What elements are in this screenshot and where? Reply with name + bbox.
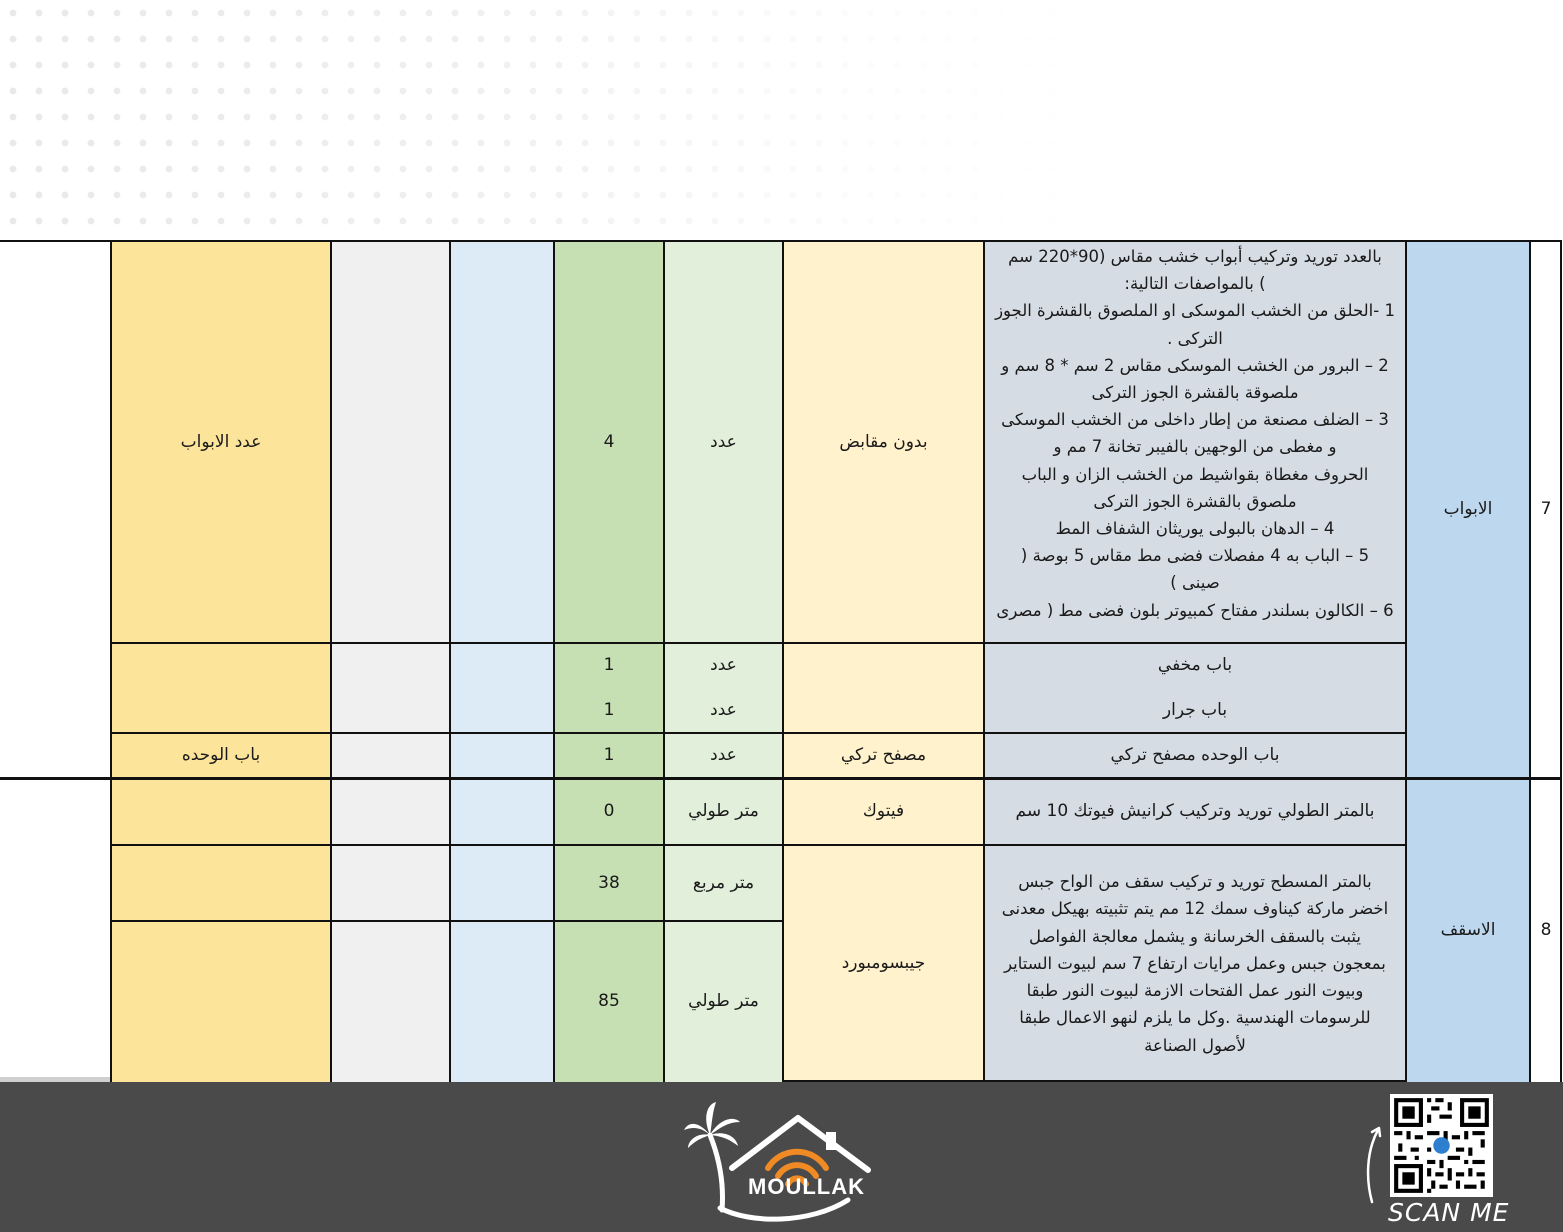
category-text: الاسقف <box>1440 919 1496 940</box>
unit-gypsum-linear <box>664 921 783 1082</box>
empty-cell-d <box>331 733 450 778</box>
empty-cell-d <box>331 921 450 1082</box>
row-number-doors <box>1530 241 1562 778</box>
category-text: الابواب <box>1443 499 1493 520</box>
grid-line <box>110 642 1407 644</box>
grid-line <box>110 732 1407 734</box>
description-line: ) بالمواصفات التالية: <box>1124 274 1266 294</box>
description-lines <box>987 243 1403 624</box>
description-cornice <box>984 778 1406 845</box>
unit-unit-door <box>664 733 783 778</box>
empty-cell-d <box>331 845 450 921</box>
description-line: بمعجون جبس وعمل مرايات ارتفاع 7 سم لبيوت الستاير <box>1004 953 1386 973</box>
description-line: و مغطى من الوجهين بالفيبر تخانة 7 مم و <box>1053 437 1337 457</box>
description-line: لأصول الصناعة <box>1144 1035 1246 1055</box>
description-line: 4 – الدهان بالبولى يوريثان الشفاف المط <box>1055 519 1335 539</box>
quantity-text: 38 <box>598 872 620 893</box>
spec-text: جيبسومبورد <box>841 953 926 974</box>
spec-unit-door <box>783 733 984 778</box>
quantity-text: 1 <box>603 700 615 721</box>
empty-cell-e <box>450 921 554 1082</box>
unit-text: عدد <box>710 700 737 721</box>
spec-hidden-sliding <box>783 643 984 733</box>
empty-cell-c <box>111 845 331 921</box>
quantity-cornice <box>554 778 664 845</box>
description-line: بالعدد توريد وتركيب أبواب خشب مقاس (90*220 سم <box>1008 247 1382 266</box>
description-text: باب جرار <box>1162 700 1228 721</box>
empty-cell-c <box>111 921 331 1082</box>
unit-text: متر طولي <box>688 991 759 1012</box>
note-doors-main <box>111 241 331 643</box>
note-text: عدد الابواب <box>180 431 262 452</box>
spec-doors-main <box>783 241 984 643</box>
description-line: 1 -الحلق من الخشب الموسكى او الملصوق بالقشرة الجوز <box>995 301 1395 321</box>
description-line: الحروف مغطاة بقواشيط من الخشب الزان و الباب <box>1021 464 1369 484</box>
description-text: باب مخفي <box>1157 655 1233 676</box>
scan-me-label: SCAN ME <box>1388 1198 1510 1227</box>
unit-doors-main <box>664 241 783 643</box>
empty-cell-d <box>331 778 450 845</box>
description-text: باب الوحده مصفح تركي <box>1110 745 1280 766</box>
quantity-text: 85 <box>598 991 620 1012</box>
grid-line <box>110 920 784 922</box>
description-hidden-door <box>984 643 1406 688</box>
description-line: 2 – البرور من الخشب الموسكى مقاس 2 سم * 8 سم و <box>1001 355 1389 375</box>
category-ceilings <box>1406 778 1530 1082</box>
description-sliding-door <box>984 688 1406 733</box>
grid-line <box>1405 240 1407 1082</box>
grid-line <box>1560 240 1562 1082</box>
empty-cell-d <box>331 643 450 733</box>
unit-cornice <box>664 778 783 845</box>
note-text: باب الوحده <box>181 745 261 766</box>
unit-text: متر طولي <box>688 801 759 822</box>
spec-text: مصفح تركي <box>840 745 927 766</box>
grid-line <box>782 240 784 1082</box>
grid-line <box>983 240 985 1082</box>
unit-gypsum-sqm <box>664 845 783 921</box>
description-doors-main <box>984 241 1406 643</box>
row-number-text: 7 <box>1540 499 1552 520</box>
spec-text: فيتوك <box>862 801 905 822</box>
note-unit-door <box>111 733 331 778</box>
description-line: وبيوت النور عمل الفتحات الازمة لبيوت النور طبقا <box>1026 981 1364 1001</box>
arrow-icon <box>1362 1124 1386 1204</box>
quantity-text: 0 <box>603 801 615 822</box>
unit-text: عدد <box>710 431 737 452</box>
grid-line <box>0 240 1562 242</box>
category-doors <box>1406 241 1530 778</box>
empty-cell-e <box>450 778 554 845</box>
unit-text: عدد <box>710 655 737 676</box>
description-lines <box>994 868 1396 1058</box>
description-line: يثبت بالسقف الخرسانة و يشمل معالجة الفواصل <box>1029 926 1361 946</box>
row-number-ceilings <box>1530 778 1562 1082</box>
description-text: بالمتر الطولي توريد وتركيب كرانيش فيوتك 10 سم <box>1015 801 1375 822</box>
grid-line <box>110 240 112 1082</box>
quantity-doors-main <box>554 241 664 643</box>
description-line: 6 – الكالون بسلندر مفتاح كمبيوتر بلون فضى مط ( مصرى <box>996 600 1394 620</box>
unit-sliding-door <box>664 688 783 733</box>
empty-cell-c <box>111 643 331 733</box>
empty-cell-c <box>111 778 331 845</box>
description-line: صينى ) <box>1170 573 1220 593</box>
quantity-hidden-door <box>554 643 664 688</box>
quantity-gypsum-linear <box>554 921 664 1082</box>
footer-bar <box>0 1082 1563 1232</box>
empty-cell-e <box>450 733 554 778</box>
description-gypsum <box>984 845 1406 1082</box>
grid-line <box>553 240 555 1082</box>
description-unit-door <box>984 733 1406 778</box>
spec-text: بدون مقابض <box>839 431 928 452</box>
empty-cell-e <box>450 241 554 643</box>
quantity-unit-door <box>554 733 664 778</box>
unit-hidden-door <box>664 643 783 688</box>
grid-line <box>663 240 665 1082</box>
quantity-gypsum-sqm <box>554 845 664 921</box>
moullak-logo-icon <box>680 1090 880 1230</box>
empty-cell-e <box>450 643 554 733</box>
row-number-text: 8 <box>1540 919 1552 940</box>
grid-line <box>1529 240 1531 1082</box>
empty-cell-e <box>450 845 554 921</box>
description-line: للرسومات الهندسية .وكل ما يلزم لنهو الاعمال طبقا <box>1019 1008 1371 1028</box>
description-line: ملصوقة بالقشرة الجوز التركى <box>1091 383 1299 403</box>
qr-code-icon <box>1390 1094 1493 1197</box>
quantity-sliding-door <box>554 688 664 733</box>
description-line: ملصوق بالقشرة الجوز التركى <box>1093 491 1297 511</box>
description-line: 5 – الباب به 4 مفصلات فضى مط مقاس 5 بوصة ( <box>1020 546 1370 566</box>
unit-text: عدد <box>710 745 737 766</box>
grid-line <box>110 844 1407 846</box>
spec-gypsum <box>783 845 984 1082</box>
quantity-text: 4 <box>603 431 615 452</box>
quantity-text: 1 <box>603 745 615 766</box>
description-line: اخضر ماركة كيناوف سمك 12 مم يتم تثبيته بهيكل معدنى <box>1001 899 1389 919</box>
grid-line <box>449 240 451 1082</box>
background-dot-pattern <box>0 0 1563 240</box>
spec-cornice <box>783 778 984 845</box>
quantity-text: 1 <box>603 655 615 676</box>
brand-name: MOULLAK <box>748 1174 865 1199</box>
empty-cell-d <box>331 241 450 643</box>
grid-line <box>330 240 332 1082</box>
description-line: 3 – الضلف مصنعة من إطار داخلى من الخشب الموسكى <box>1001 410 1389 430</box>
unit-text: متر مربع <box>692 872 755 893</box>
description-line: بالمتر المسطح توريد و تركيب سقف من الواح جبس <box>1018 872 1372 892</box>
grid-line <box>0 777 1562 780</box>
description-line: التركى . <box>1167 328 1223 348</box>
